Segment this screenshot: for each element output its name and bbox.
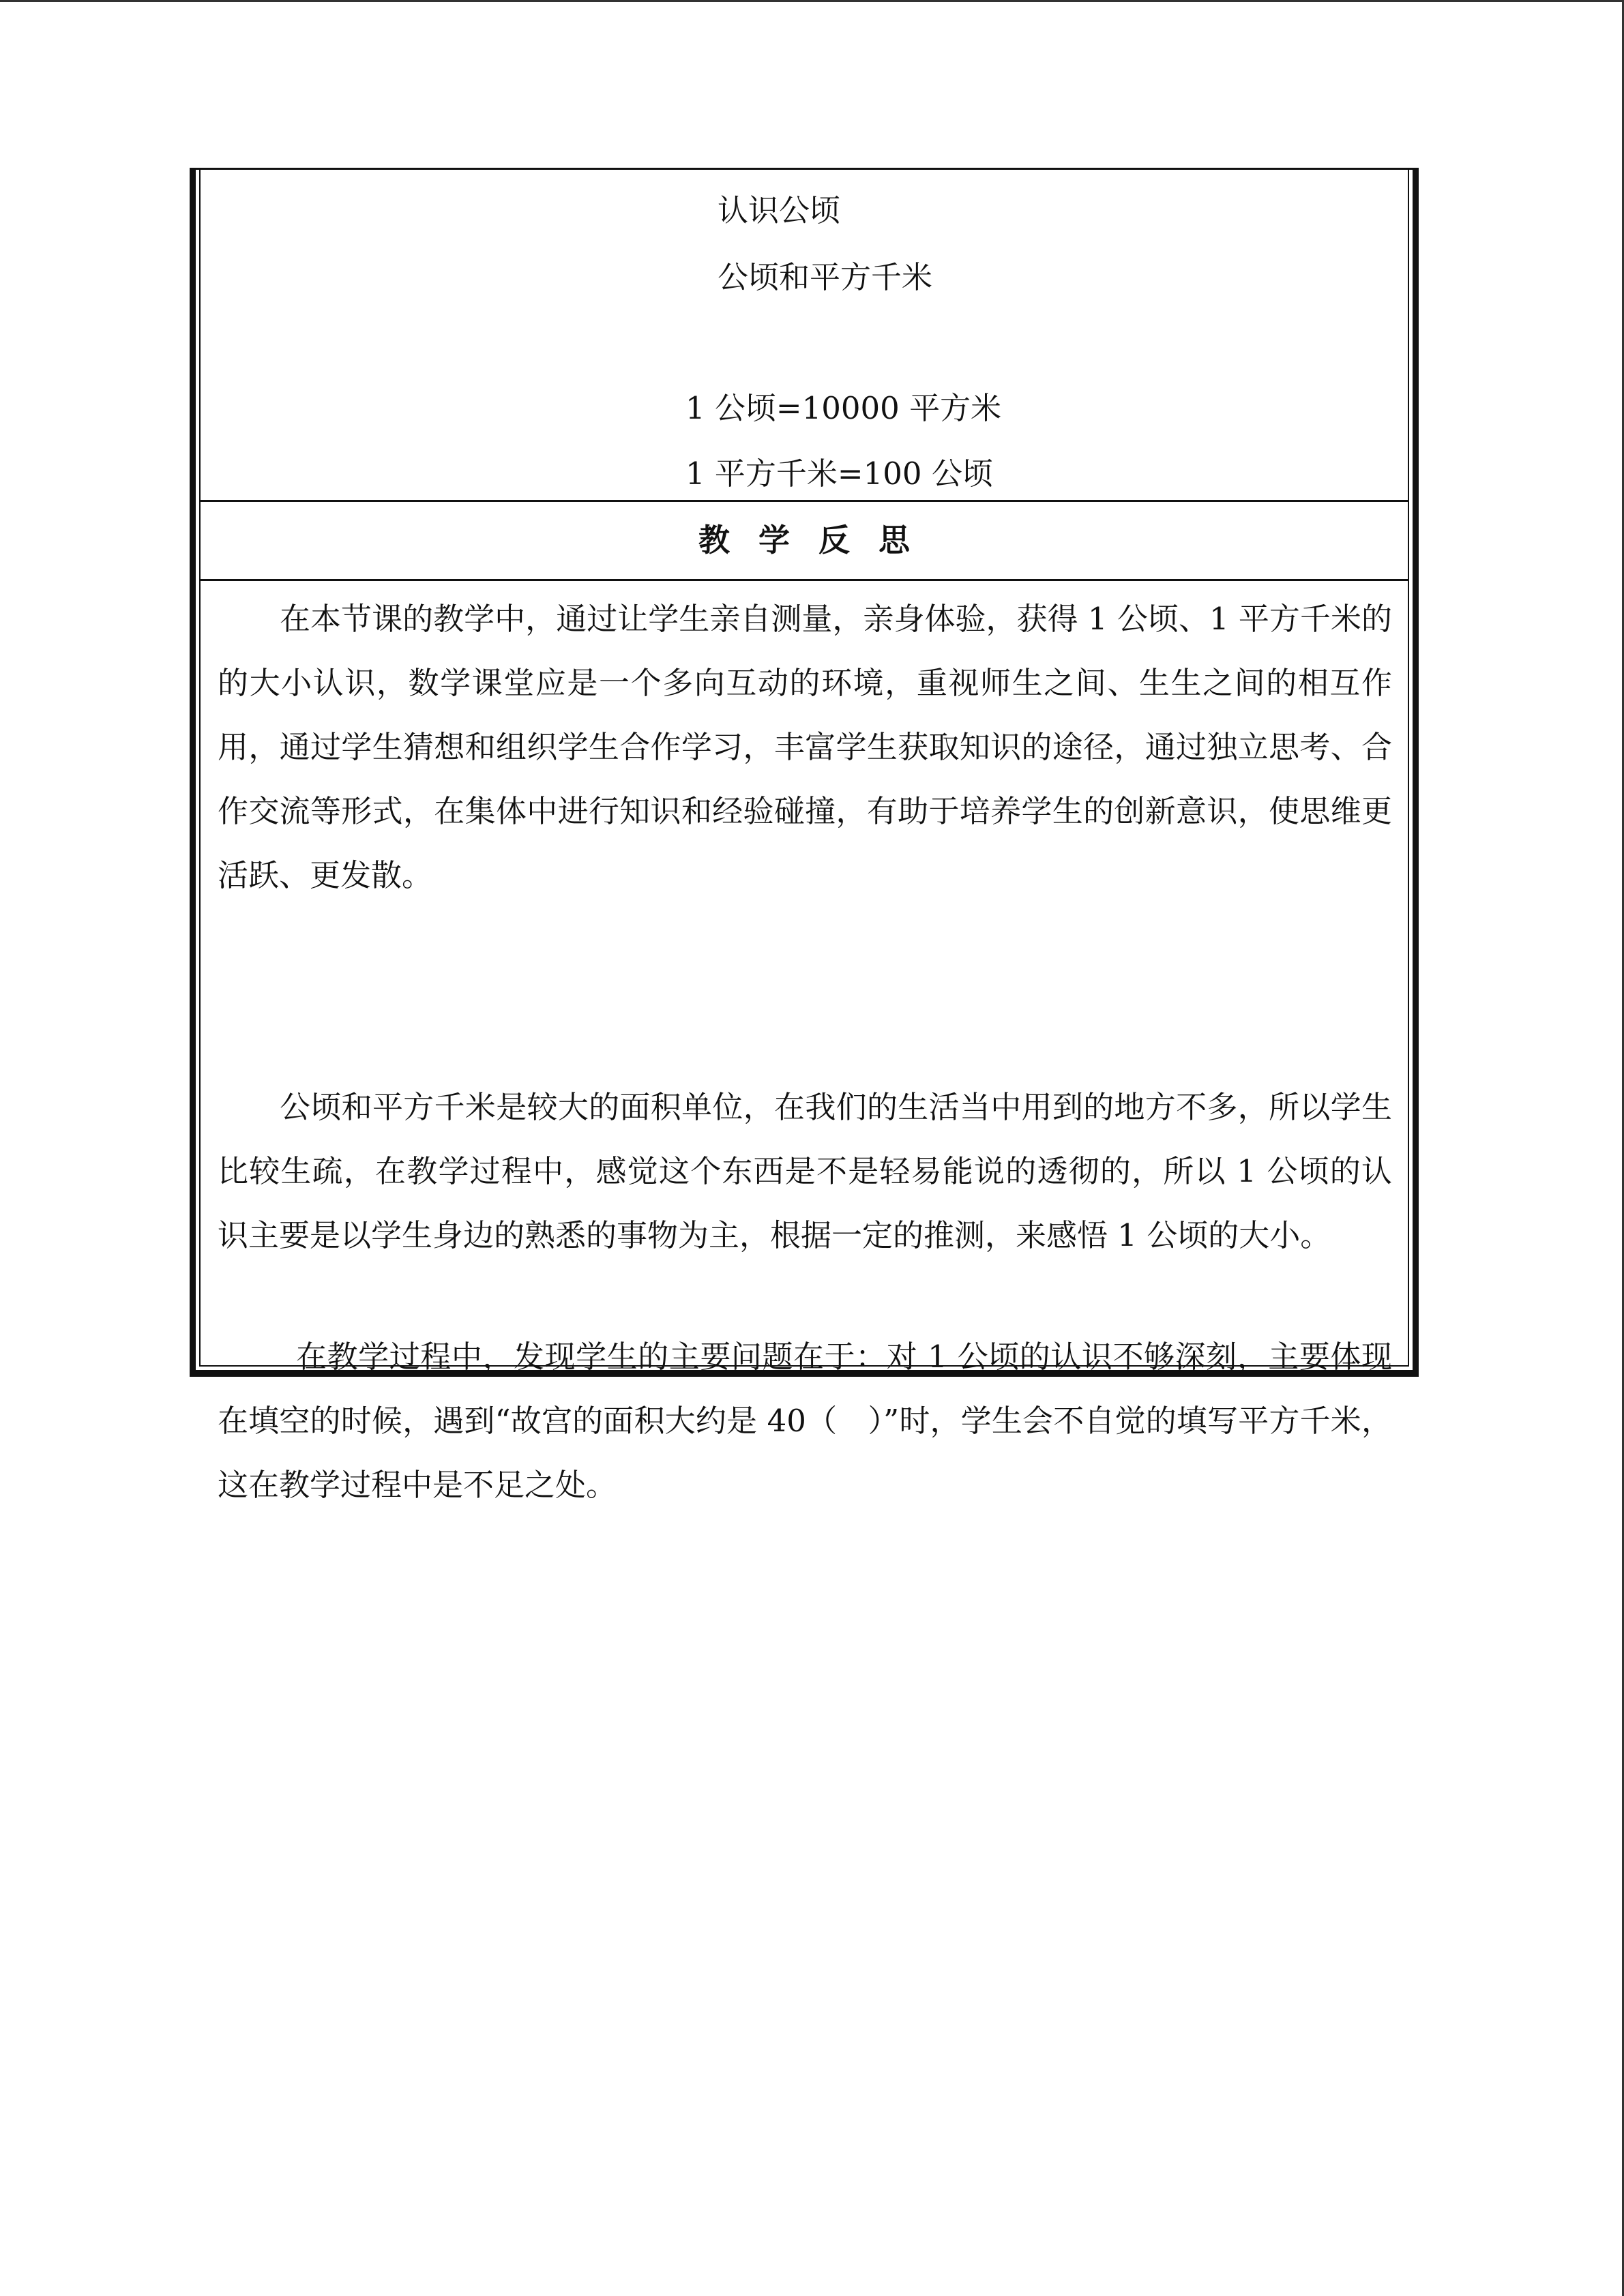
page-top-border [0,0,1624,2]
reflection-paragraph-3: 在教学过程中，发现学生的主要问题在于：对 1 公顷的认识不够深刻，主要体现在填空的时候，遇到“故宫的面积大约是 40（ ）”时，学生会不自觉的填写平方千米，这在教学过程中是不足之处。 [218,1339,1392,1503]
reflection-title: 教学反思 [698,522,939,558]
reflection-paragraph-1: 在本节课的教学中，通过让学生亲自测量，亲身体验，获得 1 公顷、1 平方千米的的大小认识，数学课堂应是一个多向互动的环境，重视师生之间、生生之间的相互作用，通过学生猜想和组织学生合作学习，丰富学生获取知识的途径，通过独立思考、合作交流等形式，在集体中进行知识和经验碰撞，有助于培养学生的创新意识，使思维更活跃、更发散。 [218,601,1392,893]
row-divider-2 [201,579,1408,581]
summary-topic: 认识公顷 [718,192,841,228]
formula-square-km: 1 平方千米=100 公顷 [685,456,993,492]
summary-subtopic: 公顷和平方千米 [718,259,933,295]
reflection-heading-row [201,520,1408,561]
formula-hectare: 1 公顷=10000 平方米 [685,390,1002,426]
lesson-table [190,168,1419,1503]
row-divider-1 [201,500,1408,502]
reflection-paragraph-2: 公顷和平方千米是较大的面积单位，在我们的生活当中用到的地方不多，所以学生比较生疏，在教学过程中，感觉这个东西是不是轻易能说的透彻的，所以 1 公顷的认识主要是以学生身边的熟悉的事物为主，根据一定的推测，来感悟 1 公顷的大小。 [218,1089,1392,1253]
lesson-table-inner-frame [199,170,1409,1503]
